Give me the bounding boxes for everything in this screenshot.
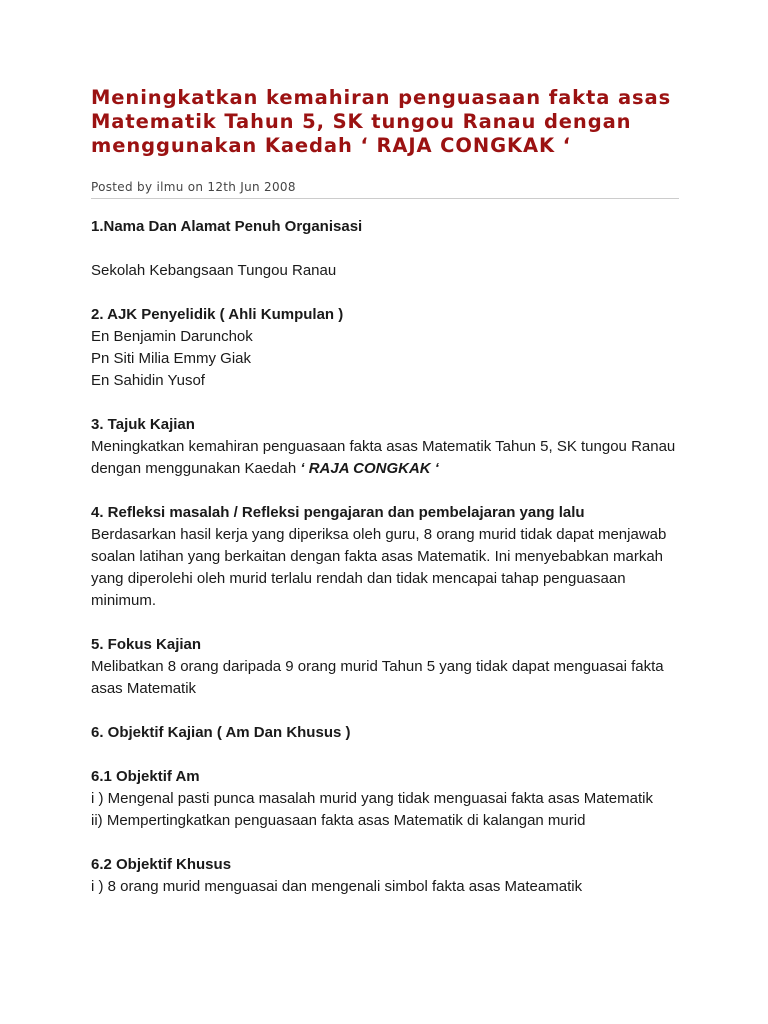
member-name: En Sahidin Yusof: [91, 372, 205, 389]
section-objektif: [91, 722, 679, 744]
section-tajuk: [91, 414, 679, 480]
section-refleksi: [91, 502, 679, 612]
section-heading: 6.2 Objektif Khusus: [91, 856, 232, 873]
list-item: i ) Mengenal pasti punca masalah murid yang tidak menguasai fakta asas Matematik: [91, 790, 653, 807]
post-meta: Posted by ilmu on 12th Jun 2008: [91, 180, 296, 194]
section-objektif-am: [91, 766, 679, 832]
section-text: [91, 436, 679, 480]
section-objektif-khusus: [91, 854, 679, 898]
section-heading: 4. Refleksi masalah / Refleksi pengajaran dan pembelajaran yang lalu: [91, 504, 585, 521]
section-heading: 2. AJK Penyelidik ( Ahli Kumpulan ): [91, 306, 344, 323]
member-name: En Benjamin Darunchok: [91, 328, 253, 345]
section-organisasi-body: [91, 260, 679, 282]
list-item: i ) 8 orang murid menguasai dan mengenali simbol fakta asas Mateamatik: [91, 878, 583, 895]
section-fokus: [91, 634, 679, 700]
section-heading: 6. Objektif Kajian ( Am Dan Khusus ): [91, 724, 351, 741]
member-name: Pn Siti Milia Emmy Giak: [91, 350, 252, 367]
section-text: Sekolah Kebangsaan Tungou Ranau: [91, 262, 337, 279]
section-heading: 5. Fokus Kajian: [91, 636, 202, 653]
article-body: [91, 216, 679, 898]
list-item: ii) Mempertingkatkan penguasaan fakta asas Matematik di kalangan murid: [91, 812, 586, 829]
divider: [91, 198, 679, 199]
tajuk-text: Meningkatkan kemahiran penguasaan fakta asas Matematik Tahun 5, SK tungou Ranau dengan menggunakan Kaedah: [91, 438, 676, 477]
tajuk-emphasis: ‘ RAJA CONGKAK ‘: [300, 460, 439, 477]
article-title: Meningkatkan kemahiran penguasaan fakta asas Matematik Tahun 5, SK tungou Ranau dengan menggunakan Kaedah ‘ RAJA CONGKAK ‘: [91, 86, 672, 157]
section-text: Berdasarkan hasil kerja yang diperiksa oleh guru, 8 orang murid tidak dapat menjawab soalan latihan yang berkaitan dengan fakta asas Matematik. Ini menyebabkan markah yang diperolehi oleh murid terlalu rendah dan tidak mencapai tahap penguasaan minimum.: [91, 526, 667, 609]
section-heading: 6.1 Objektif Am: [91, 768, 200, 785]
section-text: Melibatkan 8 orang daripada 9 orang murid Tahun 5 yang tidak dapat menguasai fakta asas Matematik: [91, 658, 664, 697]
section-heading: 3. Tajuk Kajian: [91, 416, 195, 433]
section-heading: 1.Nama Dan Alamat Penuh Organisasi: [91, 218, 363, 235]
section-organisasi: [91, 216, 679, 238]
section-ajk: [91, 304, 679, 392]
article: [91, 86, 679, 920]
